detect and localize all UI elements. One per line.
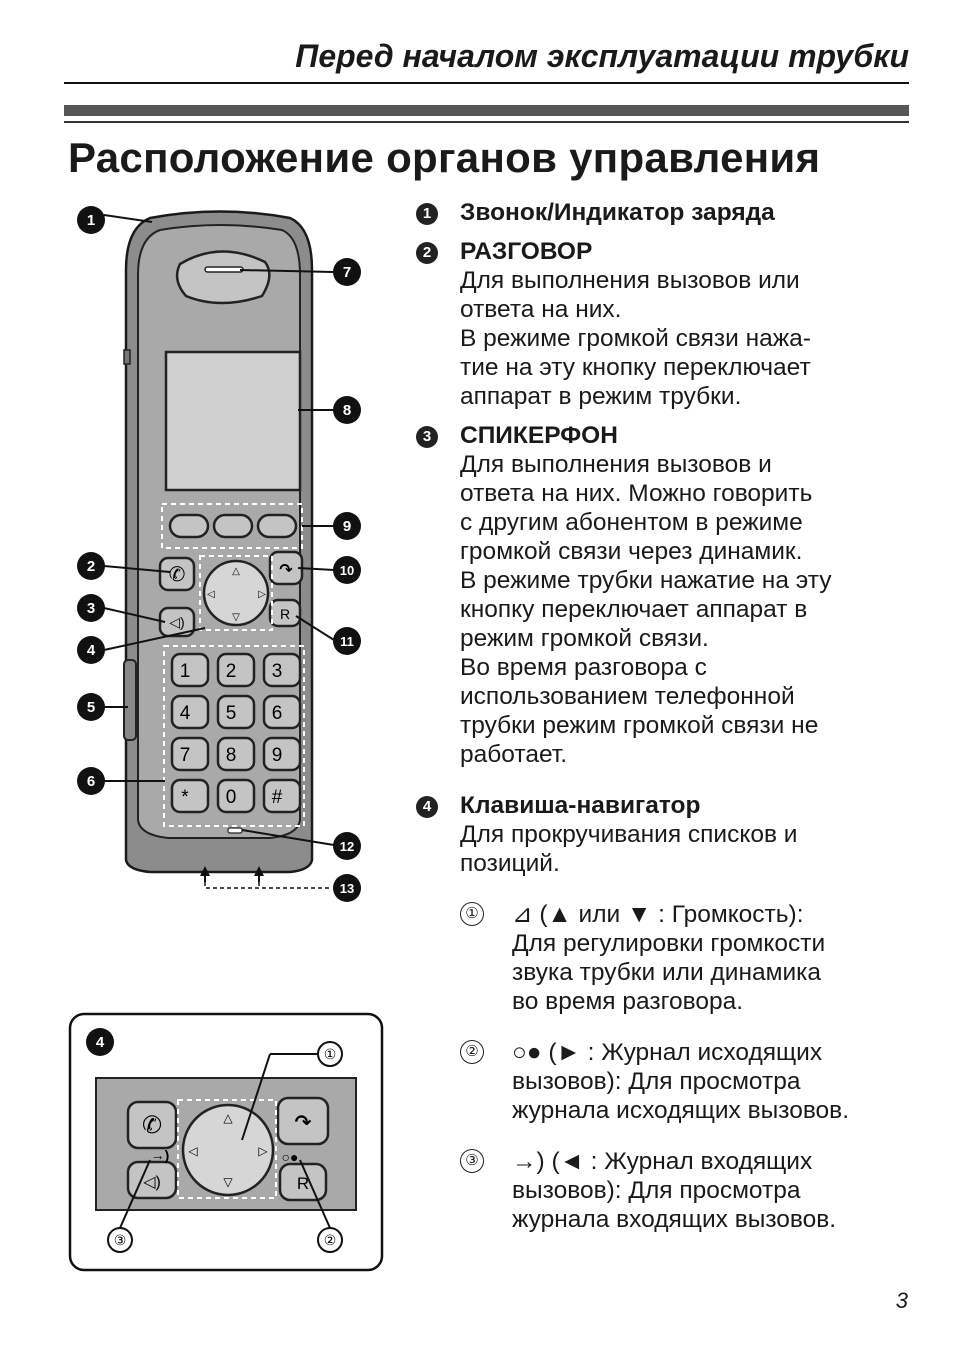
item-3-line: громкой связи через динамик. — [460, 538, 803, 565]
item-2-line: аппарат в режим трубки. — [460, 383, 742, 410]
inset-nav-right-glyph: ▷ — [258, 1144, 268, 1158]
subitem-2-line: вызовов): Для просмотра — [512, 1068, 801, 1095]
inset-incoming-glyph: →) — [150, 1147, 170, 1163]
item-1 — [416, 198, 926, 227]
inset-nav-down-glyph: ▽ — [223, 1175, 233, 1189]
contact-leader-line — [205, 882, 330, 888]
callout-2-text: 2 — [86, 558, 96, 575]
subitem-3-line: вызовов): Для просмотра — [512, 1177, 801, 1204]
callout-10-text: 10 — [339, 563, 355, 578]
side-notch — [124, 350, 130, 364]
item-3-line: Для выполнения вызовов и — [460, 451, 772, 478]
earpiece-slot — [205, 267, 243, 272]
item-4-line: Для прокручивания списков и — [460, 821, 798, 848]
subitem-2 — [416, 1038, 926, 1125]
item-2-line: Для выполнения вызовов или — [460, 267, 800, 294]
subitem-3-number: ③ — [460, 1149, 484, 1173]
subitem-3 — [416, 1147, 926, 1234]
item-3-line: работает. — [460, 741, 568, 768]
callout-6-text: 6 — [86, 773, 96, 790]
keypad-key-label: * — [181, 787, 189, 808]
speaker-key-glyph: ◁) — [169, 614, 185, 630]
keypad-key-label: 9 — [271, 745, 283, 766]
callout-13-text: 13 — [339, 881, 355, 896]
item-4-number: 4 — [416, 796, 438, 818]
item-3-heading: СПИКЕРФОН — [460, 422, 618, 449]
inset-r-label: R — [296, 1174, 310, 1193]
item-4-line: позиций. — [460, 850, 560, 877]
item-2-line: ответа на них. — [460, 296, 622, 323]
inset-nav-up-glyph: △ — [223, 1111, 233, 1125]
callout-9-text: 9 — [342, 518, 352, 535]
earpiece — [177, 251, 269, 303]
keypad-key-label: 6 — [271, 703, 283, 724]
inset-callout-1-text: ① — [323, 1046, 337, 1062]
subitem-1-number: ① — [460, 902, 484, 926]
callout-5-text: 5 — [86, 699, 96, 716]
volume-icon: ⊿ — [512, 901, 540, 928]
inset-nav-left-glyph: ◁ — [188, 1144, 198, 1158]
item-2-number: 2 — [416, 242, 438, 264]
off-key-glyph: ↷ — [279, 562, 293, 579]
item-3-number: 3 — [416, 426, 438, 448]
keypad-key — [172, 780, 208, 812]
subitem-2-line: (► : Журнал исходящих — [548, 1039, 823, 1066]
subitem-1-line: (▲ или ▼ : Громкость): — [539, 901, 804, 928]
item-3-line: использованием телефонной — [460, 683, 795, 710]
item-1-heading: Звонок/Индикатор заряда — [460, 199, 775, 226]
keypad-key-label: # — [271, 787, 283, 808]
nav-down-glyph: ▽ — [232, 612, 240, 623]
soft-key-middle — [214, 515, 252, 537]
keypad-key-label: 2 — [225, 661, 237, 682]
item-3-line: В режиме трубки нажатие на эту — [460, 567, 832, 594]
subitem-1 — [416, 900, 926, 1016]
keypad-key-label: 8 — [225, 745, 237, 766]
inset-talk-glyph: ✆ — [141, 1112, 163, 1139]
soft-key-left — [170, 515, 208, 537]
subitem-2-line: журнала исходящих вызовов. — [512, 1097, 850, 1124]
keypad-key-label: 7 — [179, 745, 191, 766]
controls-descriptions — [416, 198, 926, 1234]
nav-left-glyph: ◁ — [207, 589, 215, 600]
item-3-line: с другим абонентом в режиме — [460, 509, 803, 536]
subitem-1-line: звука трубки или динамика — [512, 959, 822, 986]
inset-off-glyph: ↷ — [294, 1112, 312, 1134]
subitem-2-number: ② — [460, 1040, 484, 1064]
inset-callout-3-text: ③ — [113, 1232, 127, 1248]
keypad-key-label: 5 — [225, 703, 237, 724]
subitem-1-line: во время разговора. — [512, 988, 744, 1015]
inset-outgoing-glyph: ○● — [281, 1149, 299, 1165]
r-key-label: R — [279, 606, 291, 622]
item-1-number: 1 — [416, 203, 438, 225]
item-4-heading: Клавиша-навигатор — [460, 792, 701, 819]
subitem-1-line: Для регулировки громкости — [512, 930, 826, 957]
callout-11-text: 11 — [340, 634, 354, 649]
keypad-key-label: 0 — [225, 787, 237, 808]
keypad-key-label: 1 — [179, 661, 191, 682]
display-screen — [166, 352, 300, 490]
inset-speaker-glyph: ◁) — [143, 1174, 161, 1191]
nav-up-glyph: △ — [232, 566, 240, 577]
item-3-line: Во время разговора с — [460, 654, 707, 681]
talk-key-glyph: ✆ — [168, 564, 186, 586]
item-4 — [416, 791, 926, 878]
soft-key-right — [258, 515, 296, 537]
item-2-heading: РАЗГОВОР — [460, 238, 593, 265]
keypad-key-label: 3 — [271, 661, 283, 682]
item-3-line: ответа на них. Можно говорить — [460, 480, 813, 507]
item-2-line: тие на эту кнопку переключает — [460, 354, 811, 381]
item-2 — [416, 237, 926, 411]
item-3-line: режим громкой связи. — [460, 625, 709, 652]
incoming-log-icon: →) — [512, 1148, 552, 1175]
running-header: Перед началом эксплуатации трубки — [295, 38, 909, 74]
item-2-line: В режиме громкой связи нажа- — [460, 325, 811, 352]
callout-12-text: 12 — [339, 839, 355, 854]
inset-callout-2-text: ② — [323, 1232, 337, 1248]
page-number: 3 — [895, 1288, 908, 1313]
callout-8-text: 8 — [342, 402, 352, 419]
microphone — [228, 828, 242, 833]
callout-3-text: 3 — [86, 600, 96, 617]
item-3-line: кнопку переключает аппарат в — [460, 596, 808, 623]
side-jack — [124, 660, 136, 740]
keypad-key-label: 4 — [179, 703, 191, 724]
subitem-3-line: журнала входящих вызовов. — [512, 1206, 837, 1233]
callout-1-text: 1 — [86, 212, 96, 229]
item-3-line: трубки режим громкой связи не — [460, 712, 819, 739]
item-3 — [416, 421, 926, 769]
callout-4-text: 4 — [86, 642, 96, 659]
leader-1 — [104, 215, 152, 222]
callout-7-text: 7 — [342, 264, 352, 281]
section-title: Расположение органов управления — [68, 134, 821, 181]
nav-right-glyph: ▷ — [258, 589, 266, 600]
outgoing-log-icon: ○● — [512, 1039, 549, 1066]
inset-badge-text: 4 — [95, 1034, 105, 1051]
subitem-3-line: (◄ : Журнал входящих — [551, 1148, 813, 1175]
